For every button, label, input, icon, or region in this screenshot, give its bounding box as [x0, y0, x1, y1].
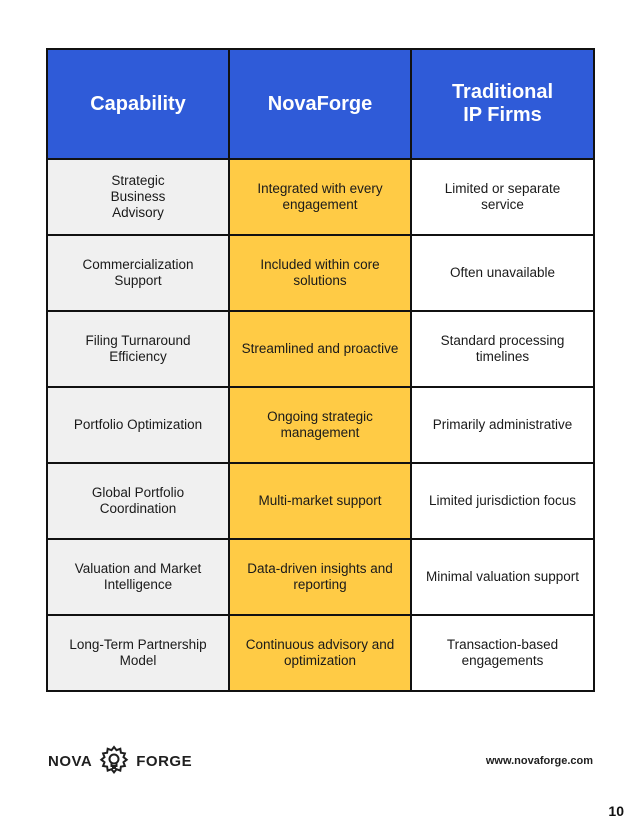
- logo-text-nova: NOVA: [48, 752, 93, 770]
- table-row: [47, 235, 594, 311]
- traditional-cell: Limited jurisdiction focus: [411, 463, 594, 539]
- traditional-cell: Often unavailable: [411, 235, 594, 311]
- comparison-table: [46, 48, 595, 692]
- capability-cell: Global Portfolio Coordination: [47, 463, 229, 539]
- page-number: 10: [608, 803, 624, 819]
- novaforge-cell: Data-driven insights and reporting: [229, 539, 411, 615]
- capability-cell: Long-Term Partnership Model: [47, 615, 229, 691]
- table-row: [47, 615, 594, 691]
- capability-cell: Commercialization Support: [47, 235, 229, 311]
- traditional-cell: Limited or separate service: [411, 159, 594, 235]
- header-traditional: Traditional IP Firms: [411, 49, 594, 159]
- capability-cell: Portfolio Optimization: [47, 387, 229, 463]
- traditional-cell: Transaction-based engagements: [411, 615, 594, 691]
- capability-cell: Filing Turnaround Efficiency: [47, 311, 229, 387]
- table-row: [47, 159, 594, 235]
- table-row: [47, 463, 594, 539]
- novaforge-cell: Streamlined and proactive: [229, 311, 411, 387]
- novaforge-cell: Multi-market support: [229, 463, 411, 539]
- table-row: [47, 539, 594, 615]
- header-capability: Capability: [47, 49, 229, 159]
- header-novaforge: NovaForge: [229, 49, 411, 159]
- novaforge-cell: Continuous advisory and optimization: [229, 615, 411, 691]
- table-row: [47, 387, 594, 463]
- traditional-cell: Primarily administrative: [411, 387, 594, 463]
- table-row: [47, 311, 594, 387]
- novaforge-cell: Ongoing strategic management: [229, 387, 411, 463]
- novaforge-logo: [48, 744, 192, 778]
- novaforge-cell: Included within core solutions: [229, 235, 411, 311]
- traditional-cell: Standard processing timelines: [411, 311, 594, 387]
- capability-cell: Valuation and Market Intelligence: [47, 539, 229, 615]
- novaforge-cell: Integrated with every engagement: [229, 159, 411, 235]
- traditional-cell: Minimal valuation support: [411, 539, 594, 615]
- logo-text-forge: FORGE: [136, 752, 193, 770]
- table-header-row: [47, 49, 594, 159]
- website-link[interactable]: www.novaforge.com: [485, 755, 593, 767]
- capability-cell: Strategic Business Advisory: [47, 159, 229, 235]
- gear-lightbulb-icon: [98, 745, 130, 777]
